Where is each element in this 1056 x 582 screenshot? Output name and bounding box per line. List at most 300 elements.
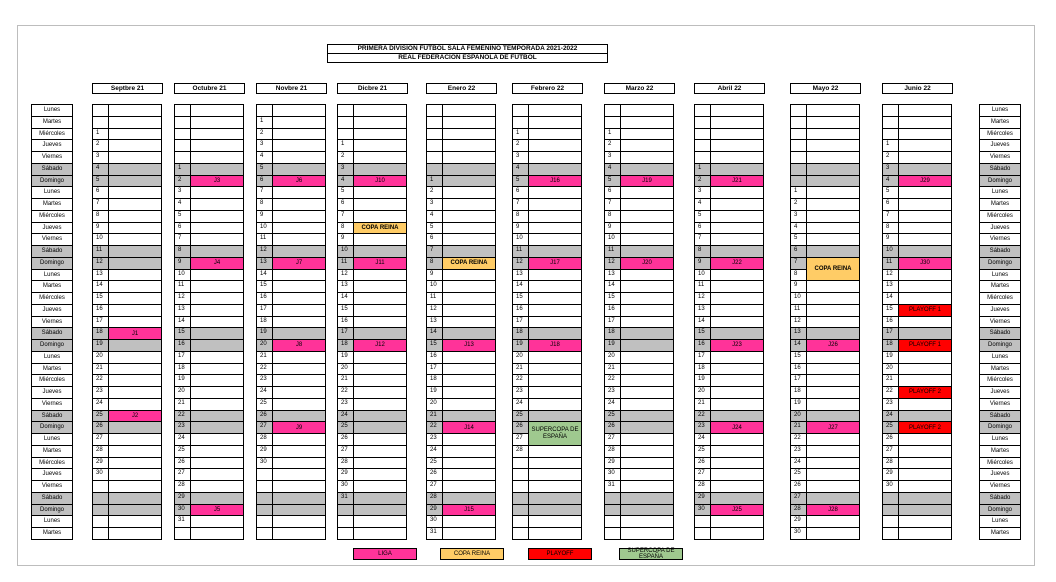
day-number: 5	[604, 175, 621, 188]
day-number: 20	[790, 410, 807, 423]
event-liga: J15	[442, 504, 496, 517]
day-number: 8	[604, 210, 621, 223]
weekday-label: Miércoles	[979, 210, 1021, 223]
day-number	[174, 527, 191, 540]
day-number: 22	[256, 363, 273, 376]
day-cell	[528, 527, 582, 540]
weekday-label: Jueves	[979, 222, 1021, 235]
day-number: 14	[426, 327, 443, 340]
day-number: 23	[256, 374, 273, 387]
day-number: 13	[92, 269, 109, 282]
event-liga: J6	[272, 175, 326, 188]
day-number: 17	[426, 363, 443, 376]
day-number: 7	[92, 198, 109, 211]
day-number: 7	[174, 233, 191, 246]
day-number: 30	[174, 504, 191, 517]
day-number: 7	[790, 257, 807, 270]
weekday-label: Lunes	[31, 269, 73, 282]
weekday-label: Jueves	[31, 222, 73, 235]
day-number: 10	[174, 269, 191, 282]
day-number: 31	[337, 492, 354, 505]
day-number: 20	[604, 351, 621, 364]
day-number: 4	[604, 163, 621, 176]
day-number: 11	[790, 304, 807, 317]
day-number: 19	[790, 398, 807, 411]
day-number: 22	[426, 421, 443, 434]
day-number: 19	[512, 339, 529, 352]
day-number: 17	[512, 316, 529, 329]
day-number: 18	[337, 339, 354, 352]
day-number: 19	[426, 386, 443, 399]
day-cell	[898, 527, 952, 540]
day-number: 4	[337, 175, 354, 188]
day-number: 2	[604, 139, 621, 152]
event-liga: J28	[806, 504, 860, 517]
weekday-label: Martes	[979, 363, 1021, 376]
day-number: 17	[790, 374, 807, 387]
day-number: 15	[882, 304, 899, 317]
day-number: 26	[790, 480, 807, 493]
day-number: 28	[604, 445, 621, 458]
event-liga: J17	[528, 257, 582, 270]
day-number: 10	[92, 233, 109, 246]
day-number: 22	[512, 374, 529, 387]
day-number: 6	[92, 186, 109, 199]
event-copa: COPA REINA	[806, 257, 860, 282]
weekday-label: Lunes	[31, 515, 73, 528]
weekday-label: Martes	[31, 527, 73, 540]
weekday-label: Martes	[979, 280, 1021, 293]
day-number: 13	[882, 280, 899, 293]
day-number: 14	[882, 292, 899, 305]
day-number: 20	[337, 363, 354, 376]
day-cell	[190, 527, 244, 540]
day-number: 1	[790, 186, 807, 199]
day-number: 30	[426, 515, 443, 528]
day-number: 11	[694, 280, 711, 293]
day-number: 3	[174, 186, 191, 199]
day-number: 27	[604, 433, 621, 446]
day-number: 8	[426, 257, 443, 270]
day-number: 9	[694, 257, 711, 270]
day-number: 22	[337, 386, 354, 399]
day-number: 16	[604, 304, 621, 317]
weekday-label: Domingo	[979, 504, 1021, 517]
day-cell	[710, 527, 764, 540]
day-number: 27	[256, 421, 273, 434]
day-number: 11	[174, 280, 191, 293]
event-liga: J12	[353, 339, 407, 352]
day-number: 29	[337, 468, 354, 481]
day-number: 16	[882, 316, 899, 329]
event-liga: J24	[710, 421, 764, 434]
day-number: 2	[694, 175, 711, 188]
day-number: 19	[604, 339, 621, 352]
day-number: 13	[256, 257, 273, 270]
weekday-label: Viernes	[979, 316, 1021, 329]
event-liga: J2	[108, 410, 162, 423]
day-number: 21	[337, 374, 354, 387]
day-number: 16	[256, 292, 273, 305]
event-liga: J13	[442, 339, 496, 352]
day-number: 18	[426, 374, 443, 387]
month-header: Febrero 22	[512, 83, 583, 94]
weekday-label: Lunes	[31, 433, 73, 446]
day-number: 4	[174, 198, 191, 211]
day-number: 19	[256, 327, 273, 340]
day-number: 1	[512, 128, 529, 141]
day-number: 13	[790, 327, 807, 340]
weekday-label: Domingo	[979, 175, 1021, 188]
day-number: 14	[790, 339, 807, 352]
day-number: 8	[174, 245, 191, 258]
day-number: 20	[882, 363, 899, 376]
day-number: 3	[882, 163, 899, 176]
day-number: 25	[882, 421, 899, 434]
weekday-label: Martes	[979, 445, 1021, 458]
weekday-label: Domingo	[31, 421, 73, 434]
day-number: 10	[790, 292, 807, 305]
event-liga: J7	[272, 257, 326, 270]
day-number: 22	[882, 386, 899, 399]
weekday-label: Viernes	[31, 233, 73, 246]
weekday-label: Miércoles	[31, 457, 73, 470]
day-number: 28	[174, 480, 191, 493]
weekday-label: Lunes	[979, 186, 1021, 199]
month-header: Junio 22	[882, 83, 953, 94]
day-number: 1	[174, 163, 191, 176]
day-number: 28	[882, 457, 899, 470]
day-number: 26	[92, 421, 109, 434]
day-number: 14	[174, 316, 191, 329]
day-number: 2	[337, 151, 354, 164]
day-number: 18	[174, 363, 191, 376]
event-liga: J19	[620, 175, 674, 188]
day-number	[92, 527, 109, 540]
day-number: 5	[694, 210, 711, 223]
day-number: 25	[426, 457, 443, 470]
day-number	[694, 527, 711, 540]
day-number: 28	[512, 445, 529, 458]
legend-playoff: PLAYOFF	[528, 548, 592, 560]
day-number: 15	[790, 351, 807, 364]
day-number: 25	[512, 410, 529, 423]
weekday-label: Domingo	[31, 339, 73, 352]
day-number: 24	[604, 398, 621, 411]
day-number	[337, 527, 354, 540]
day-number: 6	[426, 233, 443, 246]
day-number: 12	[512, 257, 529, 270]
weekday-label: Viernes	[979, 151, 1021, 164]
day-number: 17	[882, 327, 899, 340]
weekday-label: Viernes	[31, 316, 73, 329]
day-number: 1	[256, 116, 273, 129]
month-header: Octubre 21	[174, 83, 245, 94]
day-number: 6	[790, 245, 807, 258]
day-number: 14	[256, 269, 273, 282]
day-number: 7	[512, 198, 529, 211]
day-number: 11	[256, 233, 273, 246]
day-number: 2	[256, 128, 273, 141]
day-number: 5	[337, 186, 354, 199]
day-number: 31	[174, 515, 191, 528]
day-number: 24	[426, 445, 443, 458]
weekday-label: Martes	[31, 116, 73, 129]
month-header: Abril 22	[694, 83, 765, 94]
day-number	[256, 527, 273, 540]
day-number: 28	[92, 445, 109, 458]
day-number: 3	[604, 151, 621, 164]
day-number: 10	[882, 245, 899, 258]
day-number: 12	[604, 257, 621, 270]
month-header: Septbre 21	[92, 83, 163, 94]
day-number: 9	[604, 222, 621, 235]
weekday-label: Martes	[31, 363, 73, 376]
day-number: 30	[92, 468, 109, 481]
weekday-label: Sábado	[979, 327, 1021, 340]
weekday-label: Sábado	[31, 163, 73, 176]
event-super: SUPERCOPA DE ESPAÑA	[528, 421, 582, 446]
day-number: 1	[694, 163, 711, 176]
weekday-label: Martes	[31, 280, 73, 293]
event-liga: J8	[272, 339, 326, 352]
event-liga: J9	[272, 421, 326, 434]
day-number: 7	[426, 245, 443, 258]
day-number: 23	[604, 386, 621, 399]
day-number: 3	[512, 151, 529, 164]
day-number: 12	[337, 269, 354, 282]
day-number: 8	[882, 222, 899, 235]
day-number: 8	[337, 222, 354, 235]
weekday-label: Viernes	[979, 480, 1021, 493]
weekday-label: Martes	[31, 198, 73, 211]
day-number: 24	[512, 398, 529, 411]
day-number: 3	[694, 186, 711, 199]
day-number: 28	[790, 504, 807, 517]
legend-copa: COPA REINA	[440, 548, 504, 560]
day-number: 19	[92, 339, 109, 352]
weekday-label: Miércoles	[31, 128, 73, 141]
day-number: 16	[174, 339, 191, 352]
day-number: 26	[426, 468, 443, 481]
weekday-label: Sábado	[31, 245, 73, 258]
day-number: 13	[174, 304, 191, 317]
weekday-label: Sábado	[31, 327, 73, 340]
day-number: 7	[337, 210, 354, 223]
day-number: 14	[337, 292, 354, 305]
day-number: 9	[174, 257, 191, 270]
month-header: Dicbre 21	[337, 83, 408, 94]
day-number: 18	[604, 327, 621, 340]
weekday-label: Martes	[979, 116, 1021, 129]
weekday-label: Sábado	[979, 245, 1021, 258]
day-number: 2	[174, 175, 191, 188]
day-number: 28	[426, 492, 443, 505]
weekday-label: Sábado	[31, 492, 73, 505]
day-number: 29	[882, 468, 899, 481]
day-number: 3	[790, 210, 807, 223]
day-number: 25	[174, 445, 191, 458]
day-number: 17	[694, 351, 711, 364]
day-number: 6	[882, 198, 899, 211]
day-number: 6	[337, 198, 354, 211]
event-liga: J16	[528, 175, 582, 188]
weekday-label: Miércoles	[31, 374, 73, 387]
day-number: 14	[512, 280, 529, 293]
day-number: 18	[512, 327, 529, 340]
weekday-label: Lunes	[979, 104, 1021, 117]
day-number: 6	[604, 186, 621, 199]
month-header: Marzo 22	[604, 83, 675, 94]
day-number: 16	[426, 351, 443, 364]
weekday-label: Domingo	[979, 257, 1021, 270]
weekday-label: Jueves	[979, 468, 1021, 481]
event-liga: J22	[710, 257, 764, 270]
day-number: 23	[694, 421, 711, 434]
day-number: 7	[604, 198, 621, 211]
day-number: 21	[174, 398, 191, 411]
day-number: 15	[604, 292, 621, 305]
day-number: 18	[790, 386, 807, 399]
weekday-label: Lunes	[31, 104, 73, 117]
day-number: 21	[512, 363, 529, 376]
day-number: 3	[426, 198, 443, 211]
month-header: Enero 22	[426, 83, 497, 94]
day-number: 12	[882, 269, 899, 282]
day-number: 22	[92, 374, 109, 387]
event-liga: J10	[353, 175, 407, 188]
event-liga: J18	[528, 339, 582, 352]
day-number: 2	[426, 186, 443, 199]
day-cell	[806, 527, 860, 540]
day-number: 16	[337, 316, 354, 329]
day-number: 11	[882, 257, 899, 270]
day-number: 2	[92, 139, 109, 152]
day-number: 26	[604, 421, 621, 434]
day-number: 14	[92, 280, 109, 293]
day-number: 22	[174, 410, 191, 423]
day-number: 9	[92, 222, 109, 235]
day-number: 18	[694, 363, 711, 376]
event-liga: J26	[806, 339, 860, 352]
day-number: 28	[256, 433, 273, 446]
day-number: 24	[92, 398, 109, 411]
day-number: 24	[694, 433, 711, 446]
day-number: 27	[426, 480, 443, 493]
weekday-label: Martes	[31, 445, 73, 458]
event-liga: J1	[108, 327, 162, 340]
day-number: 30	[604, 468, 621, 481]
day-number: 23	[426, 433, 443, 446]
day-number: 9	[426, 269, 443, 282]
day-number: 30	[256, 457, 273, 470]
day-number: 20	[92, 351, 109, 364]
day-number: 23	[337, 398, 354, 411]
weekday-label: Viernes	[979, 233, 1021, 246]
day-number: 22	[694, 410, 711, 423]
day-number: 21	[790, 421, 807, 434]
legend-super: SUPERCOPA DE ESPAÑA	[619, 548, 683, 560]
day-number: 21	[604, 363, 621, 376]
day-number: 31	[604, 480, 621, 493]
day-number: 25	[694, 445, 711, 458]
day-number: 11	[604, 245, 621, 258]
day-number: 27	[694, 468, 711, 481]
event-playoff: PLAYOFF 2	[898, 421, 952, 434]
day-number: 26	[694, 457, 711, 470]
day-number: 21	[426, 410, 443, 423]
day-number: 21	[92, 363, 109, 376]
day-number: 24	[174, 433, 191, 446]
day-number: 19	[337, 351, 354, 364]
day-number: 4	[426, 210, 443, 223]
day-number: 22	[604, 374, 621, 387]
day-number: 2	[882, 151, 899, 164]
month-header: Mayo 22	[790, 83, 861, 94]
day-number: 17	[174, 351, 191, 364]
weekday-label: Lunes	[979, 515, 1021, 528]
day-number: 8	[790, 269, 807, 282]
day-number: 25	[337, 421, 354, 434]
day-number: 10	[426, 280, 443, 293]
event-liga: J27	[806, 421, 860, 434]
weekday-label: Lunes	[979, 351, 1021, 364]
day-number: 29	[694, 492, 711, 505]
weekday-label: Miércoles	[31, 292, 73, 305]
day-number: 11	[337, 257, 354, 270]
day-number: 28	[694, 480, 711, 493]
day-number: 13	[512, 269, 529, 282]
day-number: 6	[174, 222, 191, 235]
legend-liga: LIGA	[353, 548, 417, 560]
day-cell	[272, 527, 326, 540]
day-number: 10	[512, 233, 529, 246]
event-copa: COPA REINA	[442, 257, 496, 270]
day-number: 12	[92, 257, 109, 270]
day-number: 29	[256, 445, 273, 458]
day-number: 15	[337, 304, 354, 317]
weekday-label: Miércoles	[979, 128, 1021, 141]
weekday-label: Jueves	[979, 139, 1021, 152]
day-number: 7	[694, 233, 711, 246]
day-number: 9	[512, 222, 529, 235]
weekday-label: Martes	[979, 198, 1021, 211]
day-cell	[353, 527, 407, 540]
weekday-label: Miércoles	[979, 292, 1021, 305]
day-number: 12	[174, 292, 191, 305]
day-number: 18	[882, 339, 899, 352]
weekday-label: Martes	[979, 527, 1021, 540]
day-number: 29	[426, 504, 443, 517]
day-number: 10	[604, 233, 621, 246]
event-liga: J14	[442, 421, 496, 434]
weekday-label: Jueves	[31, 468, 73, 481]
calendar-subtitle: REAL FEDERACIÓN ESPAÑOLA DE FÚTBOL	[327, 53, 608, 63]
event-liga: J21	[710, 175, 764, 188]
day-number: 5	[256, 163, 273, 176]
day-number: 9	[337, 233, 354, 246]
day-number: 4	[256, 151, 273, 164]
day-number: 29	[92, 457, 109, 470]
day-number: 16	[694, 339, 711, 352]
day-number: 19	[882, 351, 899, 364]
day-number: 25	[604, 410, 621, 423]
day-number	[604, 527, 621, 540]
day-number: 30	[882, 480, 899, 493]
weekday-label: Jueves	[31, 139, 73, 152]
weekday-label: Domingo	[31, 504, 73, 517]
day-number: 26	[256, 410, 273, 423]
